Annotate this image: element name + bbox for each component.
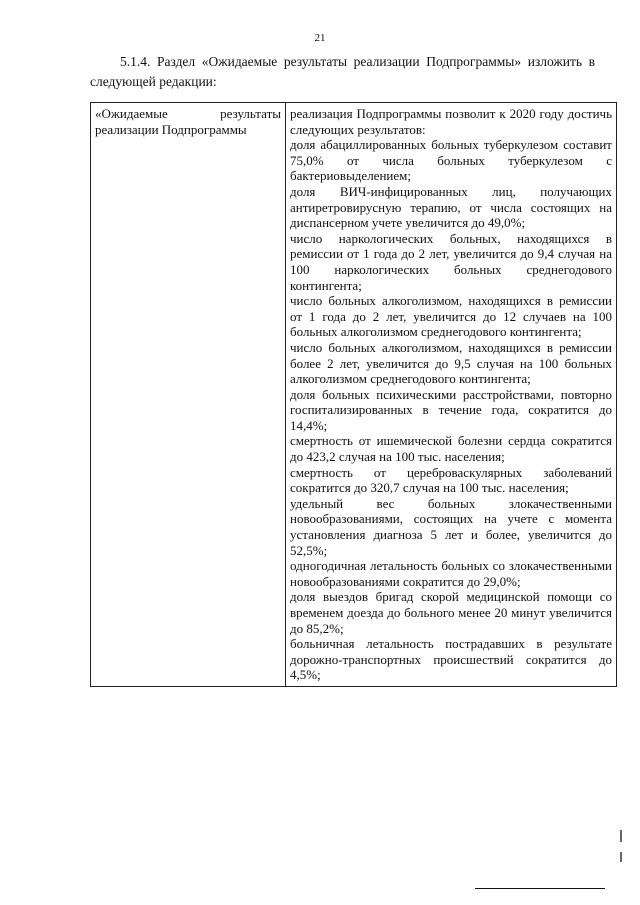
result-item: больничная летальность пострадавших в результате дорожно-транспортных происшествий сократится до 4,5%; (290, 636, 612, 683)
result-item: число больных алкоголизмом, находящихся в ремиссии более 2 лет, увеличится до 9,5 случая на 100 больных алкоголизмом среднегодового контингента; (290, 339, 612, 387)
result-item: одногодичная летальность больных со злокачественными новообразованиями сократится до 29,0%; (290, 558, 612, 589)
page-number: 21 (314, 32, 326, 44)
margin-mark (620, 830, 622, 842)
section-label: «Ожидаемые результаты реализации Подпрограммы (95, 106, 281, 137)
amendment-intro: 5.1.4. Раздел «Ожидаемые результаты реализации Подпрограммы» изложить в следующей редакции: (90, 54, 595, 89)
expected-results-table (90, 102, 617, 687)
result-item: доля ВИЧ-инфицированных лиц, получающих антиретровирусную терапию, от числа состоящих на диспансерном учете увеличится до 49,0%; (290, 183, 612, 231)
results-lead: реализация Подпрограммы позволит к 2020 году достичь следующих результатов: (290, 106, 612, 137)
result-item: смертность от цереброваскулярных заболеваний сократится до 320,7 случая на 100 тыс. населения; (290, 464, 612, 496)
result-item: смертность от ишемической болезни сердца сократится до 423,2 случая на 100 тыс. населения; (290, 433, 612, 465)
result-item: доля абациллированных больных туберкулезом составит 75,0% от числа больных туберкулезом с бактериовыделением; (290, 137, 612, 184)
table-row (91, 103, 617, 687)
result-item: число наркологических больных, находящихся в ремиссии от 1 года до 2 лет, увеличится до 9,4 случая на 100 наркологических больных среднегодового контингента; (290, 230, 612, 293)
results-cell (286, 103, 617, 687)
section-label-cell (91, 103, 286, 687)
result-item: доля выездов бригад скорой медицинской помощи со временем доезда до больного менее 20 минут увеличится до 85,2%; (290, 589, 612, 636)
result-item: число больных алкоголизмом, находящихся в ремиссии от 1 года до 2 лет, увеличится до 12 случаев на 100 больных алкоголизмом среднегодового контингента; (290, 293, 612, 340)
bottom-rule (475, 888, 605, 889)
result-item: удельный вес больных злокачественными новообразованиями, состоящих на учете с момента установления диагноза 5 лет и более, увеличится до 52,5%; (290, 495, 612, 558)
margin-mark (620, 852, 622, 862)
result-item: доля больных психическими расстройствами, повторно госпитализированных в течение года, сократится до 14,4%; (290, 386, 612, 433)
